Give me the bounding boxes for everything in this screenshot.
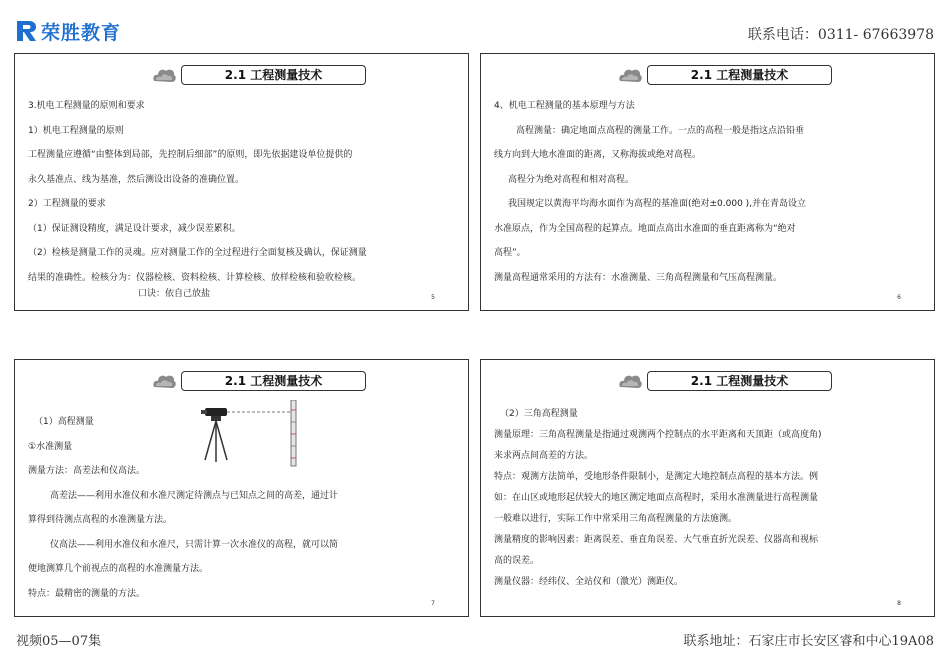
text-line: 测量仪器：经纬仪、全站仪和（激光）测距仪。 bbox=[494, 577, 684, 587]
text-line: 特点：最精密的测量的方法。 bbox=[28, 588, 146, 599]
text-line: 测量方法：高差法和仪高法。 bbox=[28, 466, 146, 476]
text-line: 高程测量：确定地面点高程的测量工作。一点的高程一般是指这点沿铅垂 bbox=[516, 125, 805, 136]
text-line: 我国规定以黄海平均海水面作为高程的基准面(绝对±0.000 ),并在青岛设立 bbox=[508, 199, 807, 209]
text-line: 3.机电工程测量的原则和要求 bbox=[28, 101, 145, 111]
logo-text: 荣胜教育 bbox=[41, 21, 122, 44]
decor-cloud-icon bbox=[617, 65, 643, 85]
slide-body bbox=[494, 408, 922, 597]
text-line: 测量原理：三角高程测量是指通过观测两个控制点的水平距离和天顶距（或高度角) bbox=[494, 430, 822, 440]
text-line: 如：在山区或地形起伏较大的地区测定地面点高程时，采用水准测量进行高程测量 bbox=[494, 493, 819, 503]
page-number: 6 bbox=[897, 294, 901, 301]
brand-logo bbox=[14, 18, 121, 44]
decor-cloud-icon bbox=[151, 65, 177, 85]
text-line: 1）机电工程测量的原则 bbox=[28, 125, 124, 136]
page-number: 8 bbox=[897, 600, 901, 607]
slide-body bbox=[28, 100, 456, 311]
footer-video-range: 视频05—07集 bbox=[16, 634, 102, 649]
text-line: 高程”。 bbox=[494, 248, 526, 258]
text-line: 永久基准点、线为基准，然后测设出设备的准确位置。 bbox=[28, 174, 245, 185]
text-line: 来求两点间高差的方法。 bbox=[494, 451, 594, 461]
text-line: 测量高程通常采用的方法有：水准测量、三角高程测量和气压高程测量。 bbox=[494, 272, 783, 283]
page-number: 5 bbox=[431, 294, 435, 301]
slide-title: 2.1 工程测量技术 bbox=[647, 371, 832, 391]
text-line: ①水准测量 bbox=[28, 441, 73, 452]
text-line: 高差法——利用水准仪和水准尺测定待测点与已知点之间的高差，通过计 bbox=[50, 490, 339, 501]
text-line: （2）三角高程测量 bbox=[500, 409, 578, 419]
header-hotline: 联系电话：0311- 67663978 bbox=[747, 27, 934, 43]
slide-title-bar bbox=[151, 64, 366, 86]
text-line: 一般难以进行，实际工作中常采用三角高程测量的方法施测。 bbox=[494, 514, 738, 524]
slide-5 bbox=[14, 53, 469, 311]
slide-title-bar bbox=[617, 64, 832, 86]
page-number: 7 bbox=[431, 600, 435, 607]
text-line: 便地测算几个前视点的高程的水准测量方法。 bbox=[28, 564, 209, 574]
decor-cloud-icon bbox=[151, 371, 177, 391]
text-line: 高程分为绝对高程和相对高程。 bbox=[508, 174, 635, 185]
footer-address: 联系地址：石家庄市长安区睿和中心19A08 bbox=[683, 634, 934, 649]
slide-6 bbox=[480, 53, 935, 311]
slide-title-bar bbox=[617, 370, 832, 392]
text-line: 水准原点，作为全国高程的起算点。地面点高出水准面的垂直距离称为“绝对 bbox=[494, 223, 796, 234]
text-line: （1）保证测设精度，满足设计要求，减少误差累积。 bbox=[28, 223, 241, 234]
text-line: 结果的准确性。检核分为：仪器检核、资料检核、计算检核、放样检核和验收检核。 bbox=[28, 272, 362, 283]
slide-8 bbox=[480, 359, 935, 617]
text-line: 测量精度的影响因素：距离误差、垂直角误差、大气垂直折光误差、仪器高和视标 bbox=[494, 535, 819, 545]
decor-cloud-icon bbox=[617, 371, 643, 391]
slide-title: 2.1 工程测量技术 bbox=[181, 65, 366, 85]
logo-r-icon bbox=[14, 19, 38, 43]
text-line: 特点：观测方法简单，受地形条件限制小，是测定大地控制点高程的基本方法。例 bbox=[494, 472, 819, 482]
slide-body bbox=[494, 100, 922, 296]
slide-title-bar bbox=[151, 370, 366, 392]
mnemonic-line: 口诀：依自己放盐 bbox=[138, 288, 211, 299]
text-line: 算得到待测点高程的水准测量方法。 bbox=[28, 515, 173, 525]
text-line: 高的误差。 bbox=[494, 556, 540, 566]
slide-7 bbox=[14, 359, 469, 617]
text-line: 4、机电工程测量的基本原理与方法 bbox=[494, 101, 635, 111]
slide-title: 2.1 工程测量技术 bbox=[181, 371, 366, 391]
text-line: 工程测量应遵循“由整体到局部，先控制后细部”的原则，即先依据建设单位提供的 bbox=[28, 150, 353, 160]
text-line: （1）高程测量 bbox=[34, 417, 94, 427]
text-line: 2）工程测量的要求 bbox=[28, 199, 106, 209]
text-line: （2）检核是测量工作的灵魂。应对测量工作的全过程进行全面复核及确认，保证测量 bbox=[28, 248, 367, 258]
slide-body bbox=[28, 416, 456, 612]
slide-title: 2.1 工程测量技术 bbox=[647, 65, 832, 85]
text-line: 线方向到大地水准面的距离，又称海拔或绝对高程。 bbox=[494, 150, 702, 160]
text-line: 仪高法——利用水准仪和水准尺，只需计算一次水准仪的高程，就可以简 bbox=[50, 539, 339, 550]
